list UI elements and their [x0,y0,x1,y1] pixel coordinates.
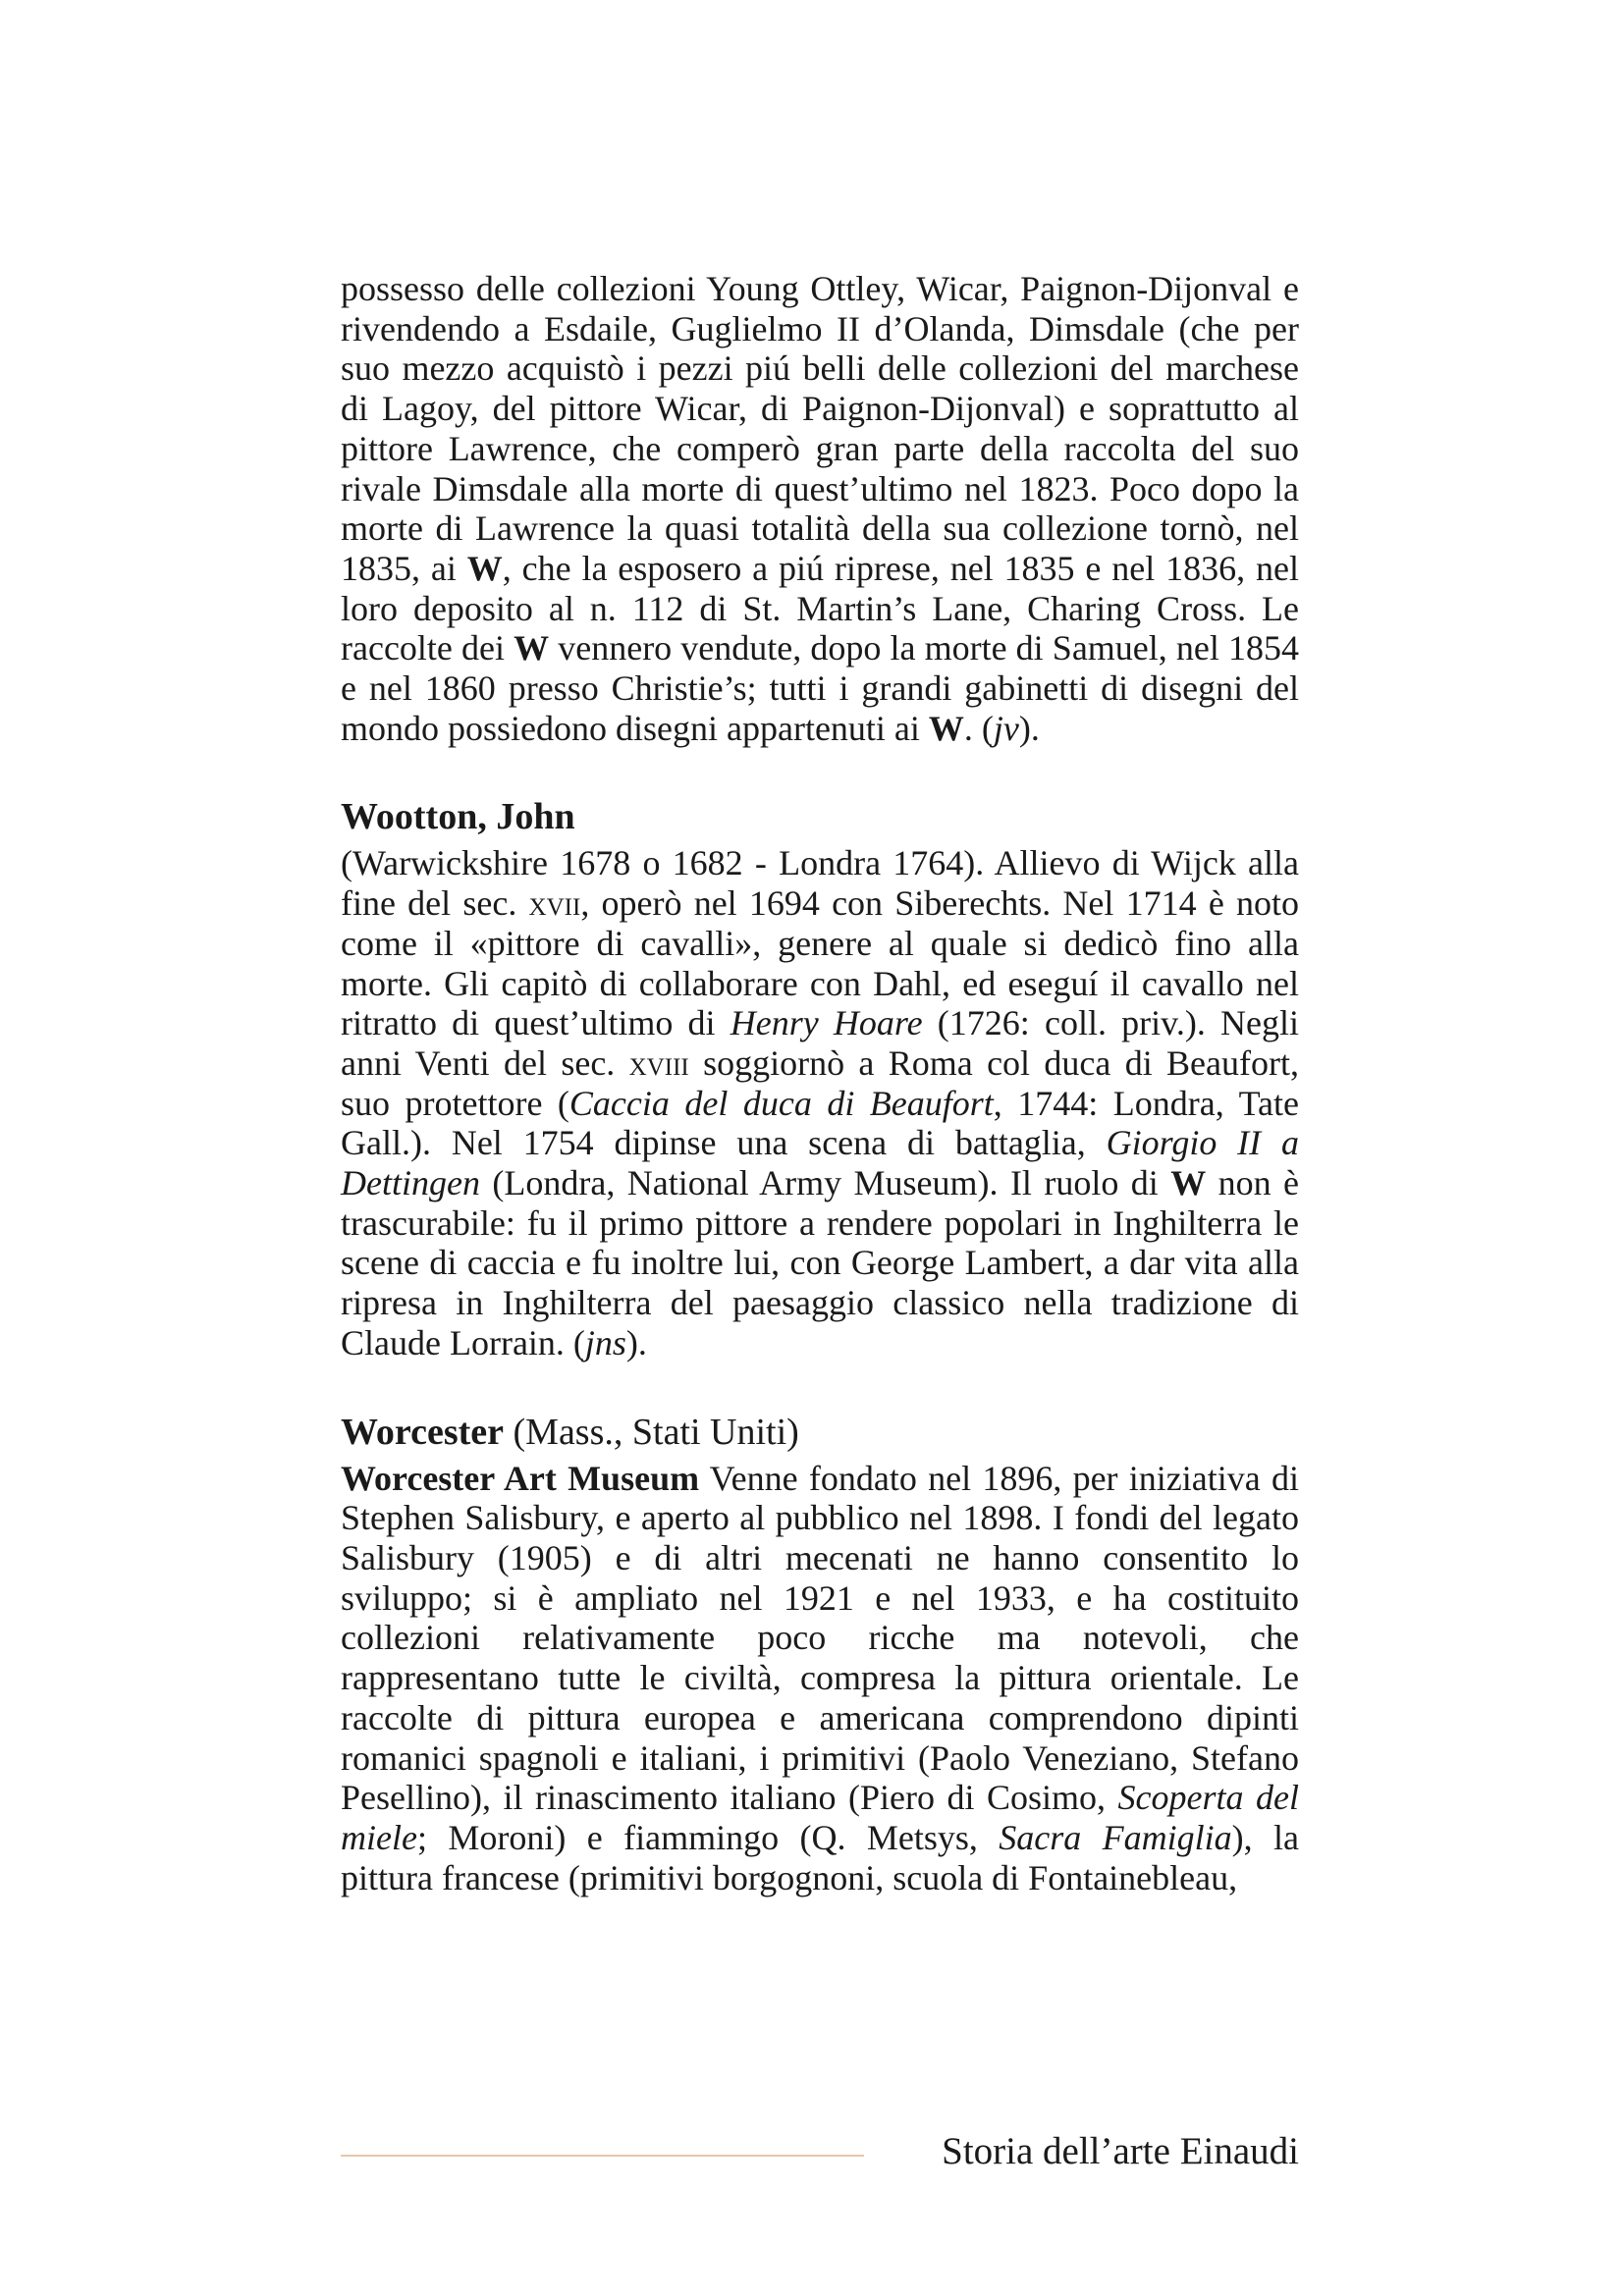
continuation-text-4: . ( [963,708,994,748]
continuation-paragraph [341,269,1299,748]
work-title: Caccia del duca di Beaufort [568,1083,994,1123]
footer-label: Storia dell’arte Einaudi [942,2130,1299,2172]
entry-body: (Warwickshire 1678 o 1682 - Londra 1764). Allievo di Wijck alla fine del sec. xvii, operò nel 1694 con Siberechts. Nel 1714 è noto come il «pittore di cavalli», genere al quale si dedicò fino alla morte. Gli capitò di collaborare con Dahl, ed eseguí il cavallo nel ritratto di quest’ultimo di Henry Hoare (1726: coll. priv.). Negli anni Venti del sec. xviii soggiornò a Roma col duca di Beaufort, suo protettore (Caccia del duca di Beaufort, 1744: Londra, Tate Gall.). Nel 1754 dipinse una scena di battaglia, Giorgio II a Dettingen (Londra, National Army Museum). Il ruolo di W non è trascurabile: fu il primo pittore a rendere popolari in Inghilterra le scene di caccia e fu inoltre lui, con George Lambert, a dar vita alla ripresa in Inghilterra del paesaggio classico nella tradizione di Claude Lorrain. (jns). [341,843,1300,1362]
abbrev-w: W [514,628,550,668]
continuation-text-3: vennero vendute, dopo la morte di Samuel, nel 1854 e nel 1860 presso Christie’s; tutti i grandi gabinetti di disegni del mondo possiedono disegni appartenuti ai [341,628,1299,748]
continuation-text-5: ). [1018,708,1040,748]
continuation-text-2: , che la esposero a piú riprese, nel 1835 e nel 1836, nel loro deposito al n. 112 di St. Martin’s Lane, Charing Cross. Le raccolte dei [341,548,1299,668]
abbrev-w: W [1170,1163,1207,1203]
entry-heading: Worcester (Mass., Stati Uniti) [341,1411,799,1453]
entry-heading: Wootton, John [341,796,575,838]
century-numeral: xviii [628,1042,689,1083]
entry-body: Worcester Art Museum Venne fondato nel 1896, per iniziativa di Stephen Salisbury, e aperto al pubblico nel 1898. I fondi del legato Salisbury (1905) e di altri mecenati ne hanno consentito lo sviluppo; si è ampliato nel 1921 e nel 1933, e ha costituito collezioni relativamente poco ricche ma notevoli, che rappresentano tutte le civiltà, compresa la pittura orientale. Le raccolte di pittura europea e americana comprendono dipinti romanici spagnoli e italiani, i primitivi (Paolo Veneziano, Stefano Pesellino), il rinascimento italiano (Piero di Cosimo, Scoperta del miele; Moroni) e fiammingo (Q. Metsys, Sacra Famiglia), la pittura francese (primitivi borgognoni, scuola di Fontainebleau, [341,1458,1299,1897]
abbrev-w: W [466,548,503,588]
entry-wootton [341,794,1299,1362]
work-title: Giorgio II a Dettingen [341,1123,1299,1203]
museum-subheading: Worcester Art Museum [341,1458,700,1498]
author-initials: jns [584,1322,626,1362]
work-title: Sacra Famiglia [999,1817,1232,1857]
work-title: Scoperta del miele [341,1778,1299,1857]
text-column [341,269,1299,1897]
author-initials: jv [993,708,1019,748]
entry-heading-suffix: (Mass., Stati Uniti) [504,1411,799,1453]
century-numeral: xvii [528,883,581,924]
abbrev-w: W [928,708,964,748]
continuation-text-1: possesso delle collezioni Young Ottley, Wicar, Paignon-Dijonval e rivendendo a Esdaile, Guglielmo II d’Olanda, Dimsdale (che per suo mezzo acquistò i pezzi piú belli delle collezioni del marchese di Lagoy, del pittore Wicar, di Paignon-Dijonval) e soprattutto al pittore Lawrence, che comperò gran parte della raccolta del suo rivale Dimsdale alla morte di quest’ultimo nel 1823. Poco dopo la morte di Lawrence la quasi totalità della sua collezione tornò, nel 1835, ai [341,269,1299,588]
footer-rule [341,2155,864,2157]
entry-worcester [341,1410,1299,1898]
work-title: Henry Hoare [730,1003,923,1043]
